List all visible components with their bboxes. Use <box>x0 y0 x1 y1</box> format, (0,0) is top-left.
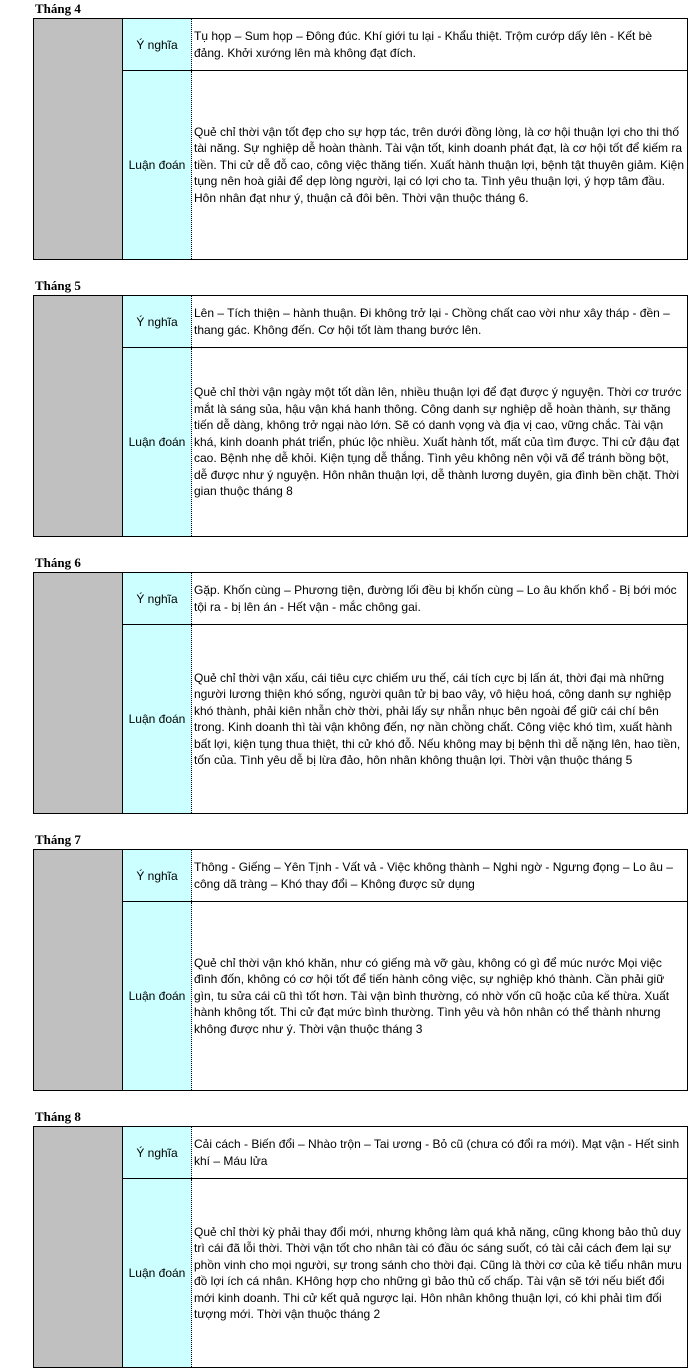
meaning-row <box>34 19 688 71</box>
prediction-text <box>192 71 688 260</box>
gray-column <box>34 850 123 1091</box>
month-table <box>33 295 688 537</box>
gray-column <box>34 573 123 814</box>
prediction-text-content: Quẻ chỉ thời vận khó khăn, như có giếng mà vỡ gàu, không có gì để múc nước Mọi việc đình đốn, không có cơ hội tốt để tiến hành công việc, sự nghiệp khó thành. Cần phải giữ gìn, tu sửa cái cũ thì tốt hơn. Tài vận bình thường, có nhờ vốn cũ hoặc của kế thừa. Xuất hành không tốt. Thi cử đạt mức bình thường. Tình yêu và hôn nhân có thể thành nhưng không được như ý. Thời vận thuộc tháng 3 <box>194 955 670 1036</box>
month-table <box>33 572 688 814</box>
meaning-row <box>34 1127 688 1179</box>
meaning-text-content: Lên – Tích thiện – hành thuận. Đi không trở lại - Chồng chất cao vời như xây tháp - đền – thang gác. Không đến. Cơ hội tốt làm thang bước lên. <box>194 306 670 337</box>
prediction-text-content: Quẻ chỉ thời kỳ phải thay đổi mới, nhưng không làm quá khả năng, cũng khong bảo thủ duy trì cái đã lỗi thời. Thời vận tốt cho nhân tài có đầu óc sáng suốt, có tài cải cách đem lại sự phồn vinh cho mọi người, sự trong sánh cho thời đại. Cũng là thời cơ của kẻ tiểu nhân mưu đồ lợi ích cá nhân. KHông hợp cho những gì bảo thủ cố chấp. Tài vận sẽ tới nếu biết đổi mới kinh doanh. Thi cử kết quả ngược lại. Hôn nhân không thuận lợi, có khi phải tìm đối tượng mới. Thời vận thuộc tháng 2 <box>194 1224 682 1321</box>
prediction-text-content: Quẻ chỉ thời vận tốt đẹp cho sự hợp tác, trên dưới đồng lòng, là cơ hội thuận lợi cho thi thố tài năng. Sự nghiệp dễ hoàn thành. Tài vận tốt, kinh doanh phát đạt, là cơ hội tốt để kiếm ra tiền. Thi cử dễ đỗ cao, công việc thăng tiến. Xuất hành thuận lợi, bệnh tật thuyên giảm. Kiện tụng nên hoà giải để dẹp lòng người, lại có lợi cho ta. Tình yêu thuận lợi, ý hợp tâm đầu. Hôn nhân đạt như ý, thuận cả đôi bên. Thời vận thuộc tháng 6. <box>194 124 685 205</box>
meaning-label: Ý nghĩa <box>123 1127 192 1179</box>
meaning-label: Ý nghĩa <box>123 573 192 625</box>
prediction-label: Luận đoán <box>123 625 192 814</box>
prediction-text <box>192 902 688 1091</box>
meaning-row <box>34 850 688 902</box>
prediction-text-content: Quẻ chỉ thời vận ngày một tốt dần lên, nhiều thuận lợi để đạt được ý nguyện. Thời cơ trước mắt là sáng sủa, hậu vận khá hanh thông. Công danh sự nghiệp dễ hoàn thành, sự thăng tiến dễ dàng, không trở ngại nào lớn. Sẽ có danh vọng và địa vị cao, vững chắc. Tài vận khá, kinh doanh phát triển, phúc lộc nhiều. Xuất hành tốt, mất của tìm được. Thi cử đậu đạt cao. Bệnh nhẹ dễ khỏi. Kiện tụng dễ thắng. Tình yêu không nên vội vã để tránh bồng bột, dễ được như ý nguyện. Hôn nhân thuận lợi, dễ thành lương duyên, gia đình bền chặt. Thời gian thuộc tháng 8 <box>194 385 682 499</box>
prediction-row <box>34 902 688 1091</box>
gray-column <box>34 19 123 260</box>
prediction-label: Luận đoán <box>123 348 192 537</box>
meaning-text-content: Cải cách - Biến đổi – Nhào trộn – Tai ương - Bỏ cũ (chưa có đổi ra mới). Mạt vận - Hết sinh khí – Máu lửa <box>194 1137 680 1168</box>
prediction-text-content: Quẻ chỉ thời vận xấu, cái tiêu cực chiếm ưu thế, cái tích cực bị lấn át, thời đại mà những người lương thiện khó sống, người quân tử bị bao vây, vô hiệu hoá, công danh sự nghiệp khó thành, phải kiên nhẫn chờ thời, phải lấy sự nhẫn nhục bên ngoài để giữ cái chí bên trong. Kinh doanh thì tài vận không đến, nợ nần chồng chất. Công việc khó tìm, xuất hành bất lợi, kiện tụng thua thiệt, thi cử khó đỗ. Nếu không may bị bệnh thì dễ nặng lên, hao tiền, tốn của. Tình yêu dễ bị lừa đảo, hôn nhân không thuận lợi. Thời vận thuộc tháng 5 <box>194 670 681 767</box>
month-title: Tháng 6 <box>35 555 81 570</box>
meaning-text-content: Gặp. Khốn cùng – Phương tiện, đường lối đều bị khốn cùng – Lo âu khốn khổ - Bị bới móc tội ra - bị lên án - Hết vận - mắc chông gai. <box>194 583 677 614</box>
prediction-row <box>34 625 688 814</box>
month-table <box>33 1126 688 1368</box>
month-title: Tháng 4 <box>35 1 81 16</box>
prediction-text <box>192 625 688 814</box>
meaning-label: Ý nghĩa <box>123 296 192 348</box>
meaning-label: Ý nghĩa <box>123 850 192 902</box>
month-title: Tháng 8 <box>35 1109 81 1124</box>
meaning-label: Ý nghĩa <box>123 19 192 71</box>
month-title: Tháng 7 <box>35 832 81 847</box>
month-table <box>33 849 688 1091</box>
meaning-row <box>34 573 688 625</box>
meaning-text-content: Thông - Giếng – Yên Tịnh - Vất vả - Việc không thành – Nghi ngờ - Ngưng đọng – Lo âu – công dã tràng – Khó thay đổi – Không được sử dụng <box>194 860 673 891</box>
meaning-text <box>192 19 688 71</box>
meaning-text <box>192 296 688 348</box>
gray-column <box>34 296 123 537</box>
meaning-text <box>192 1127 688 1179</box>
prediction-row <box>34 71 688 260</box>
prediction-text <box>192 1179 688 1368</box>
prediction-label: Luận đoán <box>123 1179 192 1368</box>
meaning-row <box>34 296 688 348</box>
prediction-row <box>34 348 688 537</box>
prediction-row <box>34 1179 688 1368</box>
meaning-text <box>192 573 688 625</box>
gray-column <box>34 1127 123 1368</box>
month-table <box>33 18 688 260</box>
prediction-label: Luận đoán <box>123 902 192 1091</box>
month-title: Tháng 5 <box>35 278 81 293</box>
meaning-text <box>192 850 688 902</box>
meaning-text-content: Tụ họp – Sum họp – Đông đúc. Khí giới tu lại - Khẩu thiệt. Trộm cướp dấy lên - Kết bè đảng. Khởi xướng lên mà không đạt đích. <box>194 29 653 60</box>
prediction-label: Luận đoán <box>123 71 192 260</box>
prediction-text <box>192 348 688 537</box>
